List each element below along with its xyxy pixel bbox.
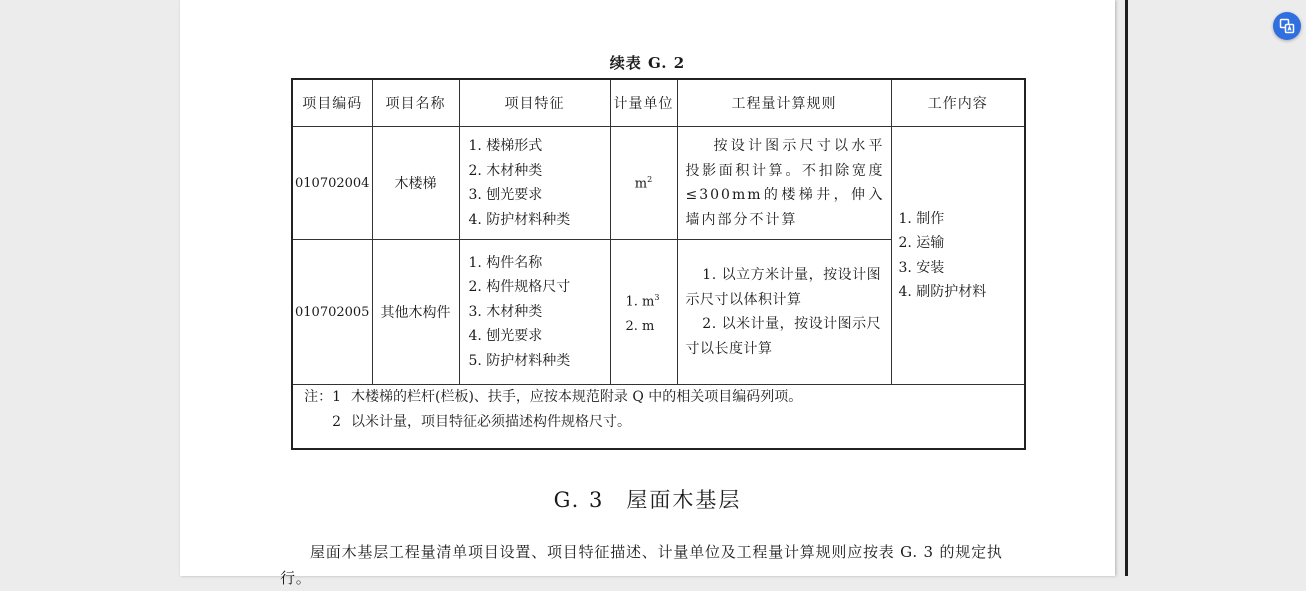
- note-label: 注：1: [304, 389, 341, 405]
- unit-base: 1. m: [625, 294, 655, 310]
- note-line: [293, 410, 1024, 435]
- unit-line: 2. m: [625, 319, 655, 335]
- item-rule: [677, 127, 891, 240]
- section-number: G. 3: [553, 488, 605, 512]
- translate-button[interactable]: [1273, 12, 1301, 40]
- document-page: [180, 0, 1115, 587]
- note-line: [293, 385, 1024, 410]
- rule-paragraph: 2. 以米计量，按设计图示尺寸以长度计算: [685, 316, 882, 357]
- feature-line: 5. 防护材料种类: [468, 352, 571, 369]
- note-text: 木楼梯的栏杆(栏板)、扶手，应按本规范附录 Q 中的相关项目编码列项。: [351, 389, 803, 405]
- item-code: 010702004: [292, 127, 372, 240]
- header-features: 项目特征: [459, 79, 610, 127]
- table-row: [292, 127, 1025, 240]
- table-header-row: [292, 79, 1025, 127]
- work-item: 1. 制作: [898, 210, 945, 227]
- notes-cell: [292, 385, 1025, 450]
- body-paragraph: 屋面木基层工程量清单项目设置、项目特征描述、计量单位及工程量计算规则应按表 G. 3 的规定执行。: [280, 543, 1003, 587]
- item-rule: [677, 240, 891, 385]
- item-features: [459, 240, 610, 385]
- unit-exponent: 2: [647, 174, 653, 184]
- work-item: 3. 安装: [898, 259, 945, 276]
- work-item: 4. 刷防护材料: [898, 284, 987, 300]
- rule-paragraph: 1. 以立方米计量，按设计图示尺寸以体积计算: [685, 267, 882, 308]
- note-text: 以米计量，项目特征必须描述构件规格尺寸。: [351, 413, 631, 430]
- section-heading: [180, 484, 1115, 514]
- work-item: 2. 运输: [898, 235, 945, 251]
- unit-base: m: [634, 176, 648, 192]
- feature-line: 3. 木材种类: [468, 303, 543, 320]
- unit-line: [626, 285, 677, 314]
- item-unit: [610, 127, 677, 240]
- section-title: 屋面木基层: [626, 488, 742, 512]
- note-label: 2: [332, 413, 341, 430]
- header-name: 项目名称: [372, 79, 459, 127]
- specification-table: [291, 78, 1026, 450]
- table-title: 续表 G. 2: [609, 54, 686, 72]
- feature-line: 1. 楼梯形式: [468, 138, 543, 154]
- item-features: [459, 127, 610, 240]
- rule-text: 按设计图示尺寸以水平投影面积计算。不扣除宽度≤300mm的楼梯井，伸入墙内部分不计算: [685, 138, 885, 228]
- notes-row: [292, 385, 1025, 450]
- work-content-cell: [891, 127, 1025, 385]
- item-code: 010702005: [292, 240, 372, 385]
- feature-line: 3. 刨光要求: [468, 187, 543, 203]
- feature-line: 1. 构件名称: [468, 254, 543, 271]
- header-unit: 计量单位: [610, 79, 677, 127]
- header-rule: 工程量计算规则: [677, 79, 891, 127]
- feature-line: 4. 防护材料种类: [468, 211, 571, 228]
- item-name: 木楼梯: [372, 127, 459, 240]
- item-name: 其他木构件: [372, 240, 459, 385]
- feature-line: 2. 构件规格尺寸: [468, 279, 571, 296]
- feature-line: 4. 刨光要求: [468, 328, 543, 345]
- header-work: 工作内容: [891, 79, 1025, 127]
- page-edge-divider: [1125, 0, 1128, 576]
- feature-line: 2. 木材种类: [468, 162, 543, 179]
- translate-icon: [1279, 18, 1295, 34]
- unit-exponent: 3: [654, 292, 660, 302]
- item-unit: [610, 240, 677, 385]
- header-code: 项目编码: [292, 79, 372, 127]
